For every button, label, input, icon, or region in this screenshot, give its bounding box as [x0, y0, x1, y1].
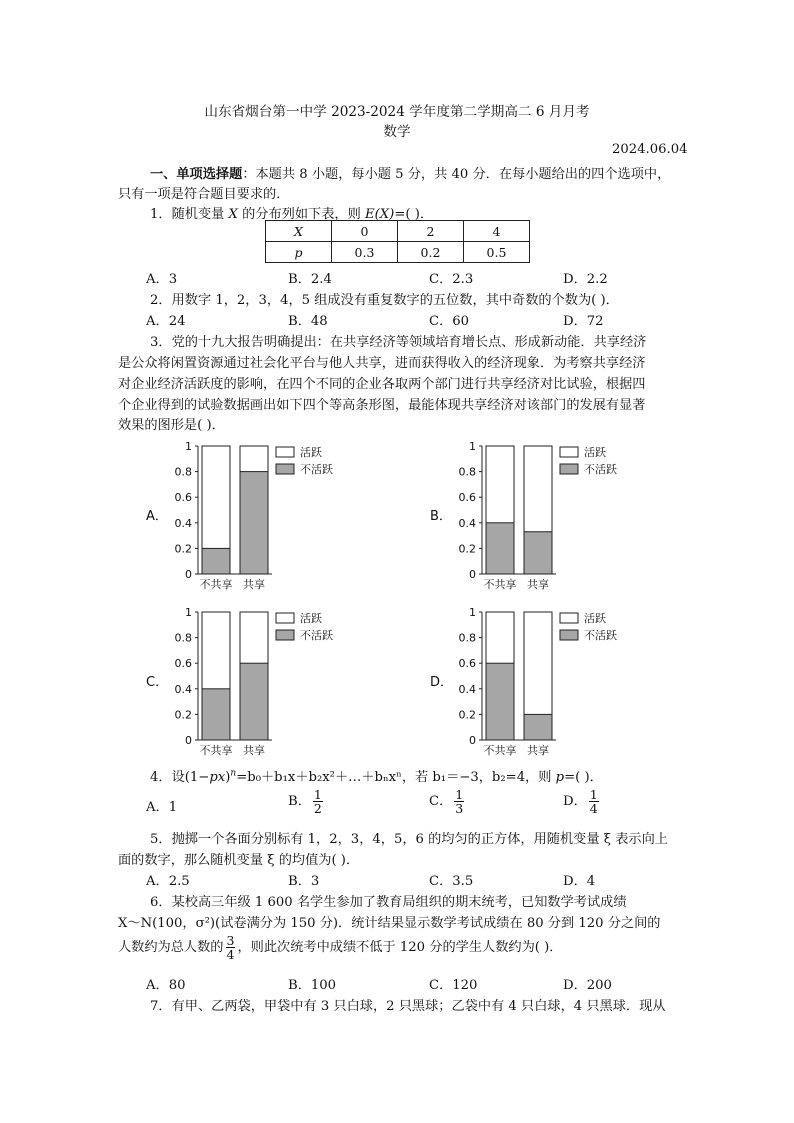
bar-inactive [486, 663, 514, 740]
legend-swatch-inactive [276, 630, 294, 640]
q5-option-b: B．3 [288, 874, 320, 889]
x-tick-label: 不共享 [199, 744, 233, 757]
q5-option-a: A．2.5 [146, 874, 190, 889]
y-tick-label: 0 [185, 734, 192, 747]
y-tick-label: 0.4 [458, 682, 476, 696]
y-tick-label: 1 [185, 440, 192, 453]
bar-inactive [202, 548, 230, 574]
section-intro [150, 163, 670, 182]
q7-line-1: 7．有甲、乙两袋，甲袋中有 3 只白球，2 只黑球；乙袋中有 4 只白球，4 只黑球．现从 [150, 999, 666, 1014]
q1-option-b: B．2.4 [288, 272, 332, 287]
bar-chart-b [424, 436, 684, 596]
bar-chart-a [140, 436, 400, 596]
q3-line-5: 效果的图形是( )． [118, 418, 225, 433]
table-cell: 4 [464, 221, 530, 242]
y-tick-label: 0.4 [174, 682, 192, 696]
bar-inactive [486, 523, 514, 574]
exam-title: 山东省烟台第一中学 2023-2024 学年度第二学期高二 6 月月考 [204, 104, 590, 120]
q6-line-2: X～N(100，σ²)(试卷满分为 150 分)．统计结果显示数学考试成绩在 80 分到 120 分之间的 [118, 916, 661, 931]
q6-option-c: C．120 [429, 978, 478, 993]
option-label: D． [430, 675, 454, 690]
fraction: $\frac{1}{2}$ [313, 787, 322, 816]
q2-option-c: C．60 [429, 314, 470, 329]
q2-option-a: A．24 [146, 314, 186, 329]
table-cell: 0.5 [464, 242, 530, 263]
y-tick-label: 0.8 [458, 631, 476, 645]
q1-option-a: A．3 [146, 272, 178, 287]
legend-swatch-inactive [560, 630, 578, 640]
table-row [266, 221, 530, 242]
q5-option-c: C．3.5 [429, 874, 474, 889]
table-cell: p [266, 242, 332, 263]
y-tick-label: 0.2 [458, 542, 476, 556]
legend-label-inactive: 不活跃 [584, 463, 617, 476]
q6-option-b: B．100 [288, 978, 337, 993]
option-label: A． [146, 509, 168, 524]
fraction: $\frac{1}{4}$ [589, 787, 598, 816]
q5-option-d: D．4 [563, 874, 596, 889]
q2-option-b: B．48 [288, 314, 328, 329]
table-cell: 0 [332, 221, 398, 242]
fraction: $\frac{1}{3}$ [455, 787, 464, 816]
y-tick-label: 0.2 [174, 708, 192, 722]
bar-chart-c [140, 602, 400, 762]
y-tick-label: 0.6 [458, 657, 476, 671]
q3-line-2: 是公众将闲置资源通过社会化平台与他人共享，进而获得收入的经济现象．为考察共享经济 [118, 356, 646, 371]
y-tick-label: 1 [185, 606, 192, 619]
fraction: $\frac{3}{4}$ [226, 933, 235, 962]
y-tick-label: 0 [469, 568, 476, 581]
y-tick-label: 0.8 [174, 631, 192, 645]
q5-line-1: 5．抛掷一个各面分别标有 1，2，3，4，5，6 的均匀的正方体，用随机变量 ξ 表示向上 [150, 832, 668, 847]
y-tick-label: 0.4 [174, 516, 192, 530]
y-tick-label: 0.6 [174, 491, 192, 505]
y-tick-label: 0 [185, 568, 192, 581]
q6-line-3: 人数约为总人数的 $\frac{3}{4}$ ，则此次统考中成绩不低于 120 分的学生人数约为( )． [118, 933, 563, 962]
y-tick-label: 0.2 [458, 708, 476, 722]
q1-option-d: D．2.2 [563, 272, 608, 287]
bar-inactive [240, 663, 268, 740]
q6-line-1: 6．某校高三年级 1 600 名学生参加了教育局组织的期末统考，已知数学考试成绩 [150, 895, 627, 910]
bar-inactive [240, 472, 268, 574]
legend-label-inactive: 不活跃 [300, 463, 333, 476]
q3-line-3: 对企业经济活跃度的影响，在四个不同的企业各取两个部门进行共享经济对比试验，根据四 [118, 377, 646, 392]
bar-inactive [202, 689, 230, 740]
legend-swatch-active [560, 613, 578, 623]
q2-option-d: D．72 [563, 314, 604, 329]
q6-option-d: D．200 [563, 978, 612, 993]
y-tick-label: 0.8 [174, 465, 192, 479]
section-intro-line2: 只有一项是符合题目要求的． [118, 187, 290, 202]
table-cell: X [266, 221, 332, 242]
subject-title: 数学 [383, 124, 411, 140]
section-intro-line1: ：本题共 8 小题，每小题 5 分，共 40 分．在每小题给出的四个选项中， [242, 167, 671, 182]
x-tick-label: 共享 [527, 744, 549, 757]
table-cell: 2 [398, 221, 464, 242]
q3-line-1: 3．党的十九大报告明确提出：在共享经济等领域培育增长点、形成新动能．共享经济 [150, 335, 647, 350]
legend-swatch-inactive [560, 464, 578, 474]
q4-option-d: D． $\frac{1}{4}$ [563, 787, 598, 816]
legend-label-inactive: 不活跃 [300, 629, 333, 642]
q5-line-2: 面的数字，那么随机变量 ξ 的均值为( )． [118, 853, 360, 868]
q1-option-c: C．2.3 [429, 272, 474, 287]
y-tick-label: 0.6 [458, 491, 476, 505]
distribution-table [265, 220, 530, 263]
q3-line-4: 个企业得到的试验数据画出如下四个等高条形图，最能体现共享经济对该部门的发展有显著 [118, 398, 646, 413]
table-cell: 0.2 [398, 242, 464, 263]
y-tick-label: 0 [469, 734, 476, 747]
q6-option-a: A．80 [146, 978, 186, 993]
legend-swatch-active [560, 447, 578, 457]
x-tick-label: 共享 [243, 744, 265, 757]
section-heading: 一、单项选择题 [150, 167, 243, 182]
legend-label-active: 活跃 [300, 446, 322, 459]
option-label: B． [430, 509, 452, 524]
legend-label-active: 活跃 [300, 612, 322, 625]
table-cell: 0.3 [332, 242, 398, 263]
x-tick-label: 不共享 [199, 578, 233, 591]
q4-option-c: C． $\frac{1}{3}$ [429, 787, 464, 816]
legend-swatch-active [276, 447, 294, 457]
legend-swatch-inactive [276, 464, 294, 474]
bar-inactive [524, 714, 552, 740]
bar-inactive [524, 532, 552, 574]
legend-label-active: 活跃 [584, 446, 606, 459]
q4-option-a: A．1 [146, 800, 178, 815]
table-row [266, 242, 530, 263]
y-tick-label: 1 [469, 606, 476, 619]
option-label: C． [146, 675, 169, 690]
x-tick-label: 共享 [527, 578, 549, 591]
x-tick-label: 不共享 [483, 744, 517, 757]
y-tick-label: 1 [469, 440, 476, 453]
q2-stem: 2．用数字 1，2，3，4，5 组成没有重复数字的五位数，其中奇数的个数为( )． [150, 293, 619, 308]
q1-stem: 1．随机变量 X 的分布列如下表，则 E(X)=( )． [150, 207, 434, 222]
x-tick-label: 共享 [243, 578, 265, 591]
x-tick-label: 不共享 [483, 578, 517, 591]
y-tick-label: 0.4 [458, 516, 476, 530]
legend-label-inactive: 不活跃 [584, 629, 617, 642]
y-tick-label: 0.6 [174, 657, 192, 671]
bar-chart-d [424, 602, 684, 762]
y-tick-label: 0.2 [174, 542, 192, 556]
y-tick-label: 0.8 [458, 465, 476, 479]
q4-stem: 4．设$(1-px)^n=b_0+b_1x+b_2x^2+\dots+b_nx^n$，若 b₁＝−3，b₂=4，则 p=( )． [150, 768, 603, 785]
legend-label-active: 活跃 [584, 612, 606, 625]
legend-swatch-active [276, 613, 294, 623]
q4-option-b: B． $\frac{1}{2}$ [288, 787, 322, 816]
exam-date: 2024.06.04 [612, 142, 688, 157]
